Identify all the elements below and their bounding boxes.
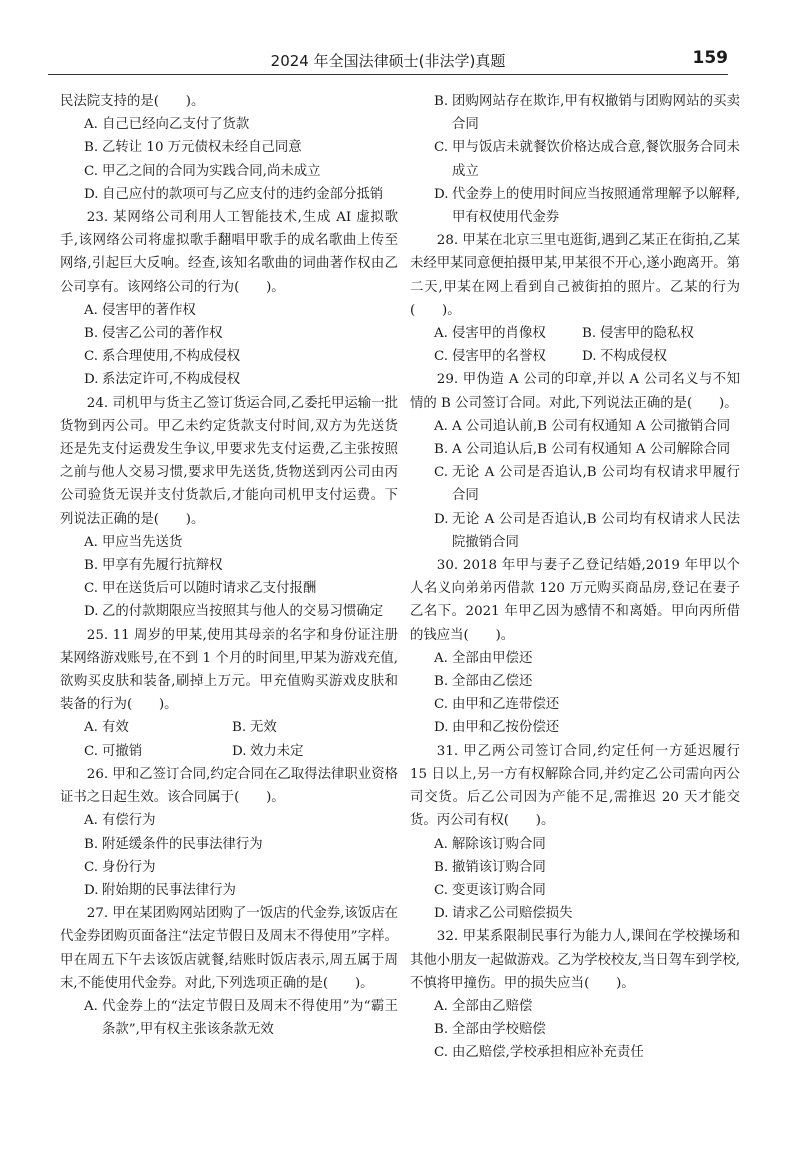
left-column (60, 90, 398, 1041)
option-29-c (410, 461, 740, 507)
option-text: 代金券上的使用时间应当按照通常理解予以解释,甲有权使用代金券 (452, 186, 740, 226)
option-text: 可撤销 (102, 743, 143, 759)
option-text: 身份行为 (102, 859, 156, 875)
option-key: D. (434, 720, 449, 736)
option-28-c (434, 345, 582, 368)
option-27-d (410, 183, 740, 229)
option-key: C. (434, 465, 449, 481)
option-text: 代金券上的“法定节假日及周末不得使用”为“霸王条款”,甲有权主张该条款无效 (102, 998, 398, 1038)
option-key: B. (434, 674, 449, 690)
option-key: C. (84, 859, 99, 875)
option-key: A. (434, 418, 448, 434)
option-30-a (410, 647, 740, 670)
option-key: C. (434, 697, 449, 713)
option-key: C. (84, 743, 99, 759)
option-key: D. (84, 372, 99, 388)
option-key: B. (232, 720, 247, 736)
option-text: 撤销该订购合同 (452, 859, 546, 875)
option-text: 由甲和乙连带偿还 (452, 697, 560, 713)
option-key: A. (84, 534, 98, 550)
question-31-options (410, 833, 740, 926)
option-key: C. (84, 349, 99, 365)
option-29-a (410, 415, 740, 438)
option-key: C. (434, 349, 449, 365)
option-key: D. (84, 186, 99, 202)
option-text: 附始期的民事法律行为 (102, 882, 236, 898)
option-text: 自己已经向乙支付了货款 (102, 117, 250, 133)
question-22-options (60, 113, 398, 206)
option-31-a (410, 833, 740, 856)
option-text: 由甲和乙按份偿还 (452, 720, 560, 736)
question-24-stem: 24. 司机甲与货主乙签订货运合同,乙委托甲运输一批货物到丙公司。甲乙未约定货款支付时间,双方为先送货还是先支付运费发生争议,甲要求先支付运费,乙主张按照之前与他人交易习惯,要求甲先送货,货物送到丙公司由丙公司验货无误并支付货款后,才能向司机甲支付运费。下列说法正确的是( )。 (60, 395, 398, 527)
question-28-options (410, 322, 740, 368)
option-key: C. (434, 882, 449, 898)
option-text: A 公司追认后,B 公司有权通知 A 公司解除合同 (452, 442, 731, 458)
option-text: 侵害甲的隐私权 (600, 326, 694, 342)
option-text: 系合理使用,不构成侵权 (102, 349, 241, 365)
option-text: 有效 (102, 720, 129, 736)
option-row-28-ab (410, 322, 740, 345)
option-text: 自己应付的款项可与乙应支付的违约金部分抵销 (102, 186, 384, 202)
option-29-d (410, 508, 740, 554)
option-26-d (60, 879, 398, 902)
option-key: B. (84, 836, 99, 852)
question-29-stem: 29. 甲伪造 A 公司的印章,并以 A 公司名义与不知情的 B 公司签订合同。对此,下列说法正确的是( )。 (410, 372, 740, 411)
option-text: 侵害甲的名誉权 (452, 349, 546, 365)
question-28-stem: 28. 甲某在北京三里屯逛街,遇到乙某正在街拍,乙某未经甲某同意便拍摄甲某,甲某很不开心,遂小跑离开。第二天,甲某在网上看到自己被街拍的照片。乙某的行为( )。 (410, 233, 740, 318)
option-row-28-cd (410, 345, 740, 368)
question-25-options (60, 716, 398, 762)
option-text: 甲享有先履行抗辩权 (102, 558, 223, 574)
option-text: 甲在送货后可以随时请求乙支付报酬 (102, 581, 317, 597)
option-27-c (410, 136, 740, 182)
option-text: 请求乙公司赔偿损失 (452, 906, 573, 922)
option-key: A. (84, 302, 98, 318)
option-key: B. (84, 558, 99, 574)
option-27-a (60, 995, 398, 1041)
option-key: D. (434, 186, 449, 202)
question-27-stem: 27. 甲在某团购网站团购了一饭店的代金券,该饭店在代金券团购页面备注“法定节假日及周末不得使用”字样。甲在周五下午去该饭店就餐,结账时饭店表示,周五属于周末,不能使用代金券。对此,下列选项正确的是( )。 (60, 906, 398, 991)
option-key: A. (434, 326, 448, 342)
right-column (410, 90, 740, 1065)
question-32-options (410, 995, 740, 1065)
option-key: C. (434, 140, 449, 156)
page-number: 159 (692, 48, 728, 68)
option-text: A 公司追认前,B 公司有权通知 A 公司撤销合同 (452, 418, 731, 434)
option-key: A. (434, 836, 448, 852)
option-key: D. (232, 743, 247, 759)
option-text: 侵害甲的著作权 (102, 302, 196, 318)
option-25-b (232, 716, 380, 739)
option-text: 全部由乙赔偿 (452, 998, 533, 1014)
option-key: D. (582, 349, 597, 365)
option-27-b (410, 90, 740, 136)
option-key: C. (84, 163, 99, 179)
option-key: B. (434, 859, 449, 875)
option-23-a (60, 299, 398, 322)
option-key: A. (434, 650, 448, 666)
option-key: D. (434, 511, 449, 527)
option-row-25-cd (60, 740, 398, 763)
header-title: 2024 年全国法律硕士(非法学)真题 (270, 52, 506, 70)
option-key: A. (434, 998, 448, 1014)
option-28-a (434, 322, 582, 345)
option-key: D. (84, 604, 99, 620)
question-23-options (60, 299, 398, 392)
option-key: B. (84, 326, 99, 342)
option-30-d (410, 716, 740, 739)
option-text: 乙转让 10 万元债权未经自己同意 (102, 140, 302, 156)
question-30-options (410, 647, 740, 740)
option-31-d (410, 902, 740, 925)
page-header (48, 40, 728, 75)
option-text: 全部由学校赔偿 (452, 1022, 546, 1038)
option-24-b (60, 554, 398, 577)
option-text: 甲乙之间的合同为实践合同,尚未成立 (102, 163, 321, 179)
option-25-d (232, 740, 380, 763)
question-26-stem: 26. 甲和乙签订合同,约定合同在乙取得法律职业资格证书之日起生效。该合同属于( )。 (60, 766, 398, 806)
question-27-options-right (410, 90, 740, 229)
option-text: 效力未定 (250, 743, 304, 759)
option-28-b (582, 322, 730, 345)
option-text: 有偿行为 (102, 813, 156, 829)
option-key: D. (434, 906, 449, 922)
option-32-a (410, 995, 740, 1018)
question-22-stem-continued: 民法院支持的是( )。 (60, 94, 205, 109)
question-23-stem: 23. 某网络公司利用人工智能技术,生成 AI 虚拟歌手,该网络公司将虚拟歌手翻唱甲歌手的成名歌曲上传至网络,引起巨大反响。经查,该知名歌曲的词曲著作权由乙公司享有。该网络公司的行为( )。 (60, 210, 398, 295)
option-text: 附延缓条件的民事法律行为 (102, 836, 263, 852)
option-key: B. (84, 140, 99, 156)
option-29-b (410, 438, 740, 461)
option-text: 甲与饭店未就餐饮价格达成合意,餐饮服务合同未成立 (452, 140, 740, 179)
option-32-c (410, 1041, 740, 1064)
question-32-stem: 32. 甲某系限制民事行为能力人,课间在学校操场和其他小朋友一起做游戏。乙为学校校友,当日驾车到学校,不慎将甲撞伤。甲的损失应当( )。 (410, 929, 740, 991)
question-26-options (60, 809, 398, 902)
option-25-c (84, 740, 232, 763)
option-22-c (60, 160, 398, 183)
option-24-a (60, 531, 398, 554)
option-25-a (84, 716, 232, 739)
option-31-b (410, 856, 740, 879)
option-key: B. (434, 94, 449, 109)
option-key: B. (582, 326, 597, 342)
option-text: 不构成侵权 (600, 349, 667, 365)
question-24-options (60, 531, 398, 624)
option-text: 变更该订购合同 (452, 882, 546, 898)
option-text: 侵害乙公司的著作权 (102, 326, 223, 342)
option-26-b (60, 833, 398, 856)
option-text: 全部由乙偿还 (452, 674, 533, 690)
option-23-c (60, 345, 398, 368)
option-key: C. (84, 581, 99, 597)
option-24-c (60, 577, 398, 600)
option-28-d (582, 345, 730, 368)
option-key: A. (84, 998, 98, 1014)
question-25-stem: 25. 11 周岁的甲某,使用其母亲的名字和身份证注册某网络游戏账号,在不到 1 个月的时间里,甲某为游戏充值,欲购买皮肤和装备,刷掉上万元。甲充值购买游戏皮肤和装备的行为( )。 (60, 627, 398, 713)
option-key: A. (84, 720, 98, 736)
option-23-b (60, 322, 398, 345)
question-29-options (410, 415, 740, 554)
option-key: C. (434, 1045, 449, 1061)
option-text: 解除该订购合同 (452, 836, 546, 852)
option-22-a (60, 113, 398, 136)
question-27-options-left (60, 995, 398, 1041)
option-key: D. (84, 882, 99, 898)
option-22-b (60, 136, 398, 159)
option-26-c (60, 856, 398, 879)
option-text: 侵害甲的肖像权 (452, 326, 546, 342)
option-text: 由乙赔偿,学校承担相应补充责任 (452, 1045, 644, 1061)
option-30-c (410, 693, 740, 716)
option-31-c (410, 879, 740, 902)
option-26-a (60, 809, 398, 832)
option-24-d (60, 600, 398, 623)
option-text: 无论 A 公司是否追认,B 公司均有权请求甲履行合同 (452, 465, 740, 504)
option-22-d (60, 183, 398, 206)
option-key: A. (84, 813, 98, 829)
option-key: A. (84, 117, 98, 133)
option-text: 无论 A 公司是否追认,B 公司均有权请求人民法院撤销合同 (452, 511, 740, 550)
option-text: 无效 (250, 720, 277, 736)
option-row-25-ab (60, 716, 398, 739)
option-text: 团购网站存在欺诈,甲有权撤销与团购网站的买卖合同 (452, 94, 740, 133)
option-key: B. (434, 442, 449, 458)
option-key: B. (434, 1022, 449, 1038)
option-text: 全部由甲偿还 (452, 650, 533, 666)
option-23-d (60, 368, 398, 391)
option-text: 系法定许可,不构成侵权 (102, 372, 241, 388)
option-30-b (410, 670, 740, 693)
question-30-stem: 30. 2018 年甲与妻子乙登记结婚,2019 年甲以个人名义向弟弟丙借款 120 万元购买商品房,登记在妻子乙名下。2021 年甲乙因为感情不和离婚。甲向丙所借的钱应当( )。 (410, 558, 740, 643)
question-31-stem: 31. 甲乙两公司签订合同,约定任何一方延迟履行 15 日以上,另一方有权解除合同,并约定乙公司需向丙公司交货。后乙公司因为产能不足,需推迟 20 天才能交货。丙公司有权( )。 (410, 743, 740, 829)
option-32-b (410, 1018, 740, 1041)
option-text: 乙的付款期限应当按照其与他人的交易习惯确定 (102, 604, 384, 620)
option-text: 甲应当先送货 (102, 534, 183, 550)
